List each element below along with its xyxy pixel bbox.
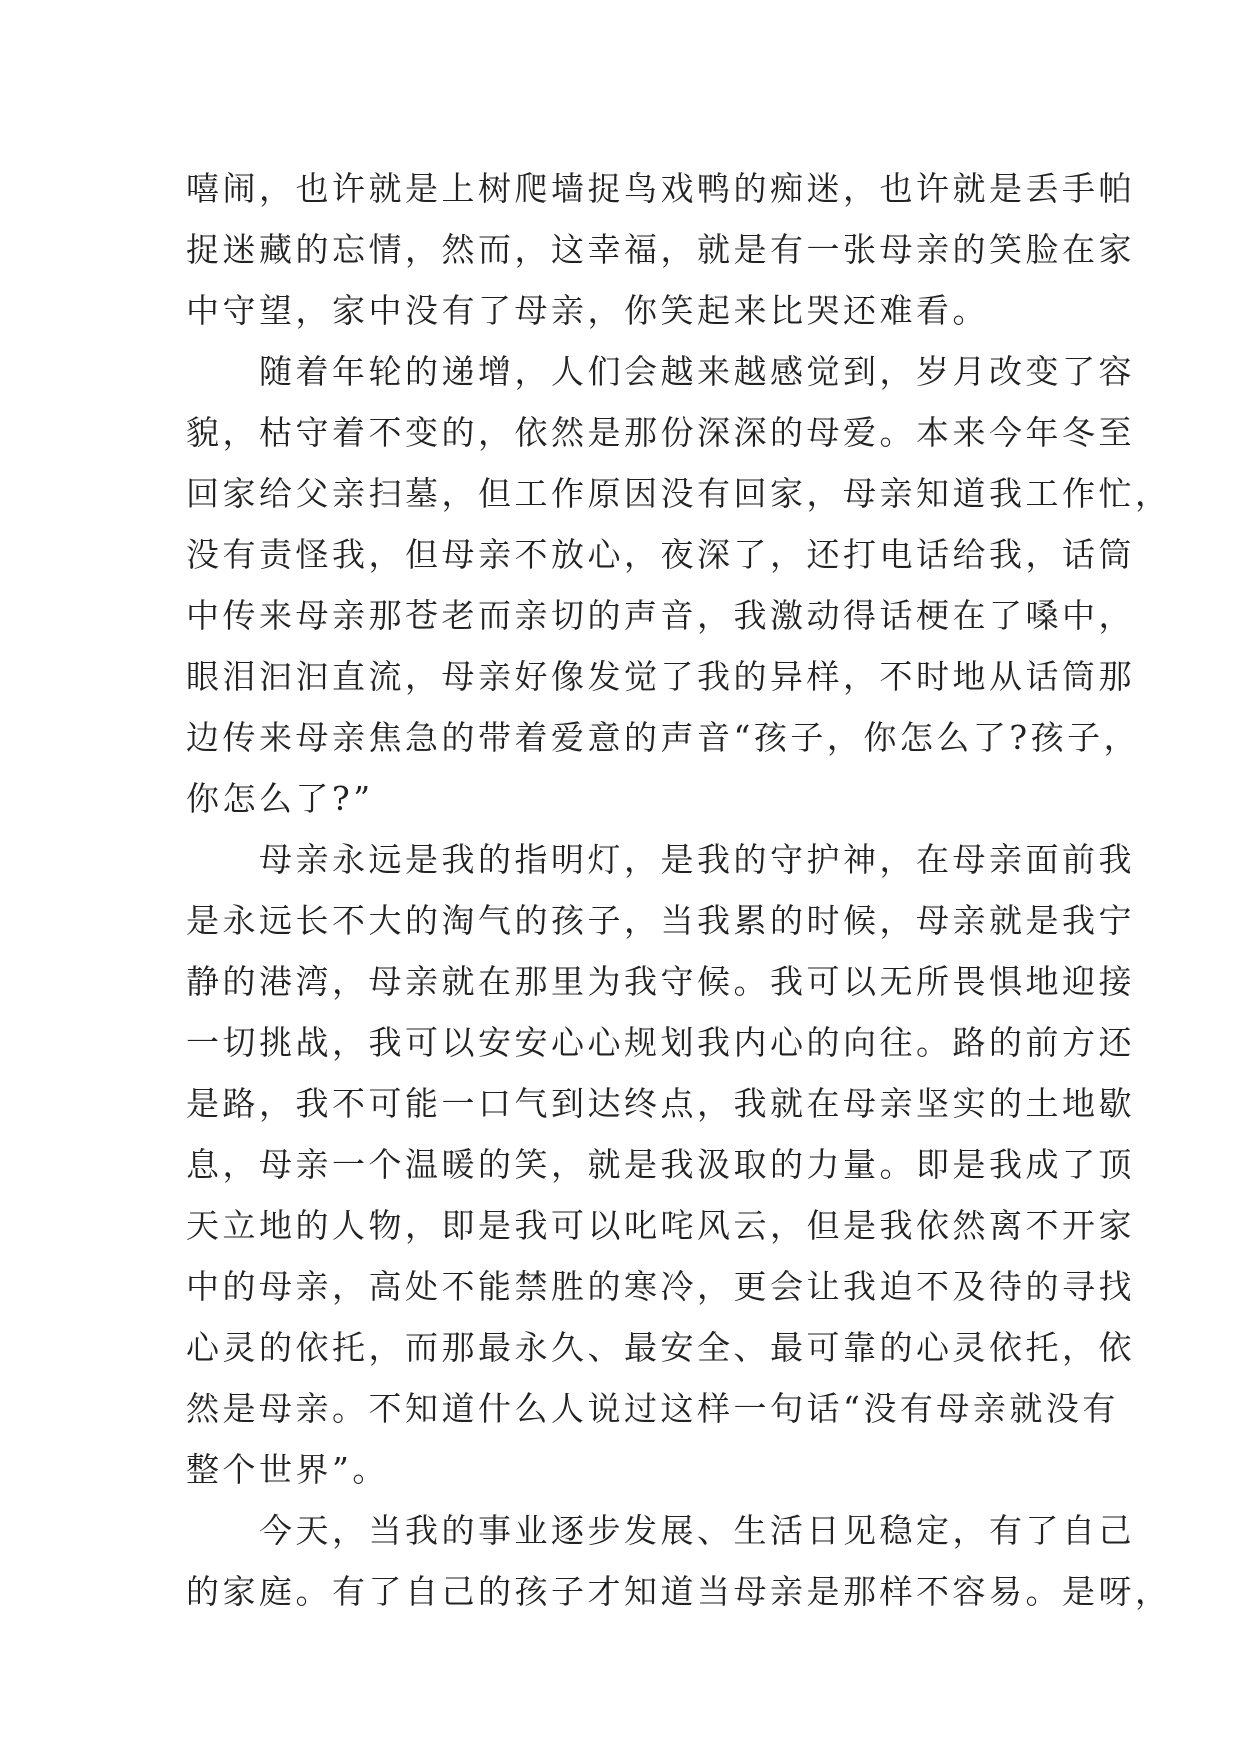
text-line: 貌，枯守着不变的，依然是那份深深的母爱。本来今年冬至 bbox=[186, 413, 1135, 452]
text-line: 没有责怪我，但母亲不放心，夜深了，还打电话给我，话筒 bbox=[186, 535, 1135, 574]
body-text bbox=[186, 158, 1172, 1622]
text-line: 是永远长不大的淘气的孩子，当我累的时候，母亲就是我宁 bbox=[186, 901, 1135, 940]
paragraph-first-line: 母亲永远是我的指明灯，是我的守护神，在母亲面前我 bbox=[259, 840, 1135, 879]
paragraph-first-line: 随着年轮的递增，人们会越来越感觉到，岁月改变了容 bbox=[259, 352, 1135, 391]
text-line: 天立地的人物，即是我可以叱咤风云，但是我依然离不开家 bbox=[186, 1206, 1135, 1245]
paragraph-first-line: 今天，当我的事业逐步发展、生活日见稳定，有了自己 bbox=[259, 1511, 1135, 1550]
text-line: 是路，我不可能一口气到达终点，我就在母亲坚实的土地歇 bbox=[186, 1084, 1135, 1123]
text-line: 的家庭。有了自己的孩子才知道当母亲是那样不容易。是呀， bbox=[186, 1572, 1172, 1611]
text-line: 静的港湾，母亲就在那里为我守候。我可以无所畏惧地迎接 bbox=[186, 962, 1135, 1001]
text-line: 中传来母亲那苍老而亲切的声音，我激动得话梗在了嗓中， bbox=[186, 596, 1135, 635]
text-line: 中守望，家中没有了母亲，你笑起来比哭还难看。 bbox=[186, 291, 989, 330]
text-line: 眼泪汩汩直流，母亲好像发觉了我的异样，不时地从话筒那 bbox=[186, 657, 1135, 696]
text-line: 中的母亲，高处不能禁胜的寒冷，更会让我迫不及待的寻找 bbox=[186, 1267, 1135, 1306]
text-line: 整个世界”。 bbox=[186, 1450, 389, 1489]
text-line: 一切挑战，我可以安安心心规划我内心的向往。路的前方还 bbox=[186, 1023, 1135, 1062]
text-line: 息，母亲一个温暖的笑，就是我汲取的力量。即是我成了顶 bbox=[186, 1145, 1135, 1184]
text-line: 你怎么了?” bbox=[186, 779, 374, 818]
text-line: 捉迷藏的忘情，然而，这幸福，就是有一张母亲的笑脸在家 bbox=[186, 230, 1135, 269]
text-line: 嘻闹，也许就是上树爬墙捉鸟戏鸭的痴迷，也许就是丢手帕 bbox=[186, 169, 1135, 208]
text-line: 回家给父亲扫墓，但工作原因没有回家，母亲知道我工作忙， bbox=[186, 474, 1172, 513]
text-line: 边传来母亲焦急的带着爱意的声音“孩子，你怎么了?孩子， bbox=[186, 718, 1141, 757]
text-line: 心灵的依托，而那最永久、最安全、最可靠的心灵依托，依 bbox=[186, 1328, 1135, 1367]
text-line: 然是母亲。不知道什么人说过这样一句话“没有母亲就没有 bbox=[186, 1389, 1119, 1428]
